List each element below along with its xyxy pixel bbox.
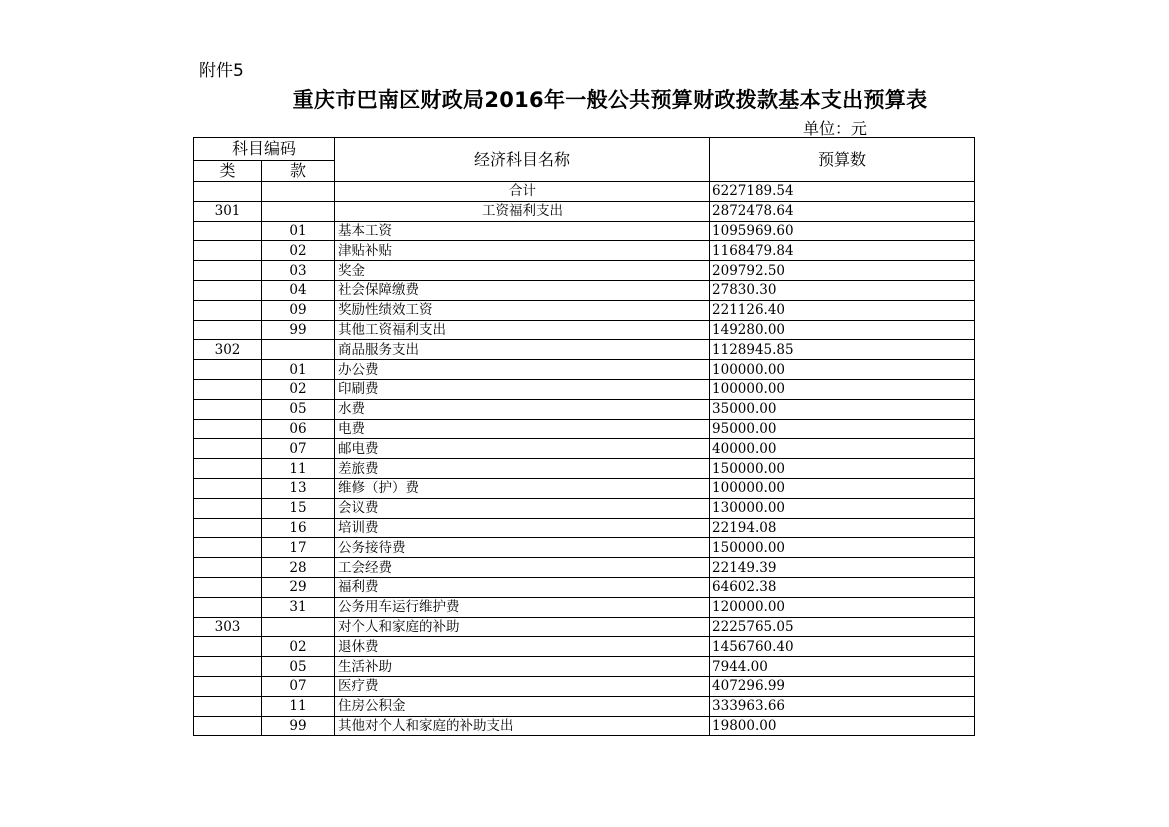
header-code-group: 科目编码 (194, 138, 335, 161)
item-name: 电费 (335, 419, 710, 439)
item-code (262, 340, 335, 360)
category-code (194, 261, 262, 281)
table-row (194, 657, 975, 677)
table-row (194, 399, 975, 419)
item-name: 生活补助 (335, 657, 710, 677)
item-name: 差旅费 (335, 459, 710, 479)
table-row (194, 439, 975, 459)
category-code (194, 558, 262, 578)
budget-amount: 120000.00 (710, 597, 975, 617)
budget-amount: 150000.00 (710, 459, 975, 479)
budget-amount: 35000.00 (710, 399, 975, 419)
item-name: 会议费 (335, 498, 710, 518)
item-code: 05 (262, 657, 335, 677)
category-code (194, 419, 262, 439)
item-name: 退休费 (335, 637, 710, 657)
item-name: 公务用车运行维护费 (335, 597, 710, 617)
budget-amount: 27830.30 (710, 280, 975, 300)
item-code: 07 (262, 676, 335, 696)
attachment-label: 附件5 (199, 61, 244, 81)
item-code: 15 (262, 498, 335, 518)
table-row (194, 716, 975, 736)
table-row (194, 558, 975, 578)
table-row (194, 518, 975, 538)
table-row (194, 577, 975, 597)
budget-amount: 209792.50 (710, 261, 975, 281)
category-code (194, 498, 262, 518)
budget-amount: 100000.00 (710, 379, 975, 399)
item-code: 07 (262, 439, 335, 459)
item-name: 合计 (335, 182, 710, 202)
table-row (194, 379, 975, 399)
item-name: 对个人和家庭的补助 (335, 617, 710, 637)
budget-amount: 19800.00 (710, 716, 975, 736)
budget-amount: 40000.00 (710, 439, 975, 459)
category-code (194, 518, 262, 538)
category-code (194, 657, 262, 677)
item-name: 水费 (335, 399, 710, 419)
category-code (194, 221, 262, 241)
item-code (262, 201, 335, 221)
item-name: 工会经费 (335, 558, 710, 578)
budget-amount: 333963.66 (710, 696, 975, 716)
item-name: 办公费 (335, 360, 710, 380)
table-row (194, 676, 975, 696)
budget-amount: 6227189.54 (710, 182, 975, 202)
item-code: 02 (262, 379, 335, 399)
category-code (194, 676, 262, 696)
item-name: 住房公积金 (335, 696, 710, 716)
item-code: 16 (262, 518, 335, 538)
item-name: 社会保障缴费 (335, 280, 710, 300)
item-code: 29 (262, 577, 335, 597)
item-name: 工资福利支出 (335, 201, 710, 221)
table-row (194, 597, 975, 617)
category-code (194, 696, 262, 716)
item-name: 邮电费 (335, 439, 710, 459)
item-name: 其他工资福利支出 (335, 320, 710, 340)
item-name: 商品服务支出 (335, 340, 710, 360)
budget-amount: 1168479.84 (710, 241, 975, 261)
item-code: 13 (262, 478, 335, 498)
item-code: 05 (262, 399, 335, 419)
table-row (194, 696, 975, 716)
budget-table (193, 137, 975, 736)
table-row (194, 280, 975, 300)
item-code: 02 (262, 637, 335, 657)
item-name: 印刷费 (335, 379, 710, 399)
budget-amount: 221126.40 (710, 300, 975, 320)
item-name: 奖金 (335, 261, 710, 281)
budget-amount: 407296.99 (710, 676, 975, 696)
category-code (194, 360, 262, 380)
category-code (194, 439, 262, 459)
table-row (194, 320, 975, 340)
category-code (194, 320, 262, 340)
table-row (194, 478, 975, 498)
item-name: 福利费 (335, 577, 710, 597)
item-code: 06 (262, 419, 335, 439)
unit-label: 单位：元 (803, 119, 868, 138)
item-code: 28 (262, 558, 335, 578)
table-row (194, 360, 975, 380)
table-row (194, 637, 975, 657)
item-name: 公务接待费 (335, 538, 710, 558)
item-name: 奖励性绩效工资 (335, 300, 710, 320)
budget-amount: 100000.00 (710, 360, 975, 380)
table-row (194, 221, 975, 241)
item-code: 11 (262, 696, 335, 716)
category-code (194, 538, 262, 558)
table-row (194, 300, 975, 320)
budget-amount: 2225765.05 (710, 617, 975, 637)
budget-amount: 22149.39 (710, 558, 975, 578)
item-code: 99 (262, 716, 335, 736)
budget-amount: 22194.08 (710, 518, 975, 538)
category-code: 302 (194, 340, 262, 360)
budget-amount: 100000.00 (710, 478, 975, 498)
item-code: 99 (262, 320, 335, 340)
item-code: 17 (262, 538, 335, 558)
budget-amount: 95000.00 (710, 419, 975, 439)
item-code: 04 (262, 280, 335, 300)
table-row (194, 201, 975, 221)
header-name: 经济科目名称 (335, 138, 710, 182)
item-name: 医疗费 (335, 676, 710, 696)
budget-amount: 130000.00 (710, 498, 975, 518)
item-name: 其他对个人和家庭的补助支出 (335, 716, 710, 736)
budget-amount: 1095969.60 (710, 221, 975, 241)
category-code (194, 577, 262, 597)
page-title: 重庆市巴南区财政局2016年一般公共预算财政拨款基本支出预算表 (292, 88, 928, 112)
item-code: 11 (262, 459, 335, 479)
category-code: 303 (194, 617, 262, 637)
category-code (194, 459, 262, 479)
table-row (194, 498, 975, 518)
table-row (194, 241, 975, 261)
item-name: 培训费 (335, 518, 710, 538)
category-code (194, 379, 262, 399)
table-body (194, 182, 975, 736)
category-code (194, 637, 262, 657)
budget-amount: 1456760.40 (710, 637, 975, 657)
budget-amount: 7944.00 (710, 657, 975, 677)
budget-amount: 150000.00 (710, 538, 975, 558)
category-code (194, 182, 262, 202)
item-code (262, 182, 335, 202)
budget-amount: 1128945.85 (710, 340, 975, 360)
category-code (194, 241, 262, 261)
category-code (194, 300, 262, 320)
item-name: 津贴补贴 (335, 241, 710, 261)
category-code (194, 399, 262, 419)
header-item: 款 (262, 161, 335, 182)
category-code (194, 716, 262, 736)
budget-amount: 2872478.64 (710, 201, 975, 221)
category-code: 301 (194, 201, 262, 221)
item-code: 01 (262, 221, 335, 241)
table-row (194, 340, 975, 360)
item-name: 基本工资 (335, 221, 710, 241)
budget-amount: 64602.38 (710, 577, 975, 597)
item-code: 31 (262, 597, 335, 617)
table-row (194, 419, 975, 439)
item-code: 03 (262, 261, 335, 281)
header-amount: 预算数 (710, 138, 975, 182)
item-code (262, 617, 335, 637)
item-code: 09 (262, 300, 335, 320)
table-row (194, 182, 975, 202)
item-code: 02 (262, 241, 335, 261)
category-code (194, 478, 262, 498)
budget-amount: 149280.00 (710, 320, 975, 340)
table-row (194, 617, 975, 637)
category-code (194, 280, 262, 300)
table-row (194, 261, 975, 281)
table-row (194, 459, 975, 479)
item-name: 维修（护）费 (335, 478, 710, 498)
category-code (194, 597, 262, 617)
table-row (194, 538, 975, 558)
item-code: 01 (262, 360, 335, 380)
header-category: 类 (194, 161, 262, 182)
